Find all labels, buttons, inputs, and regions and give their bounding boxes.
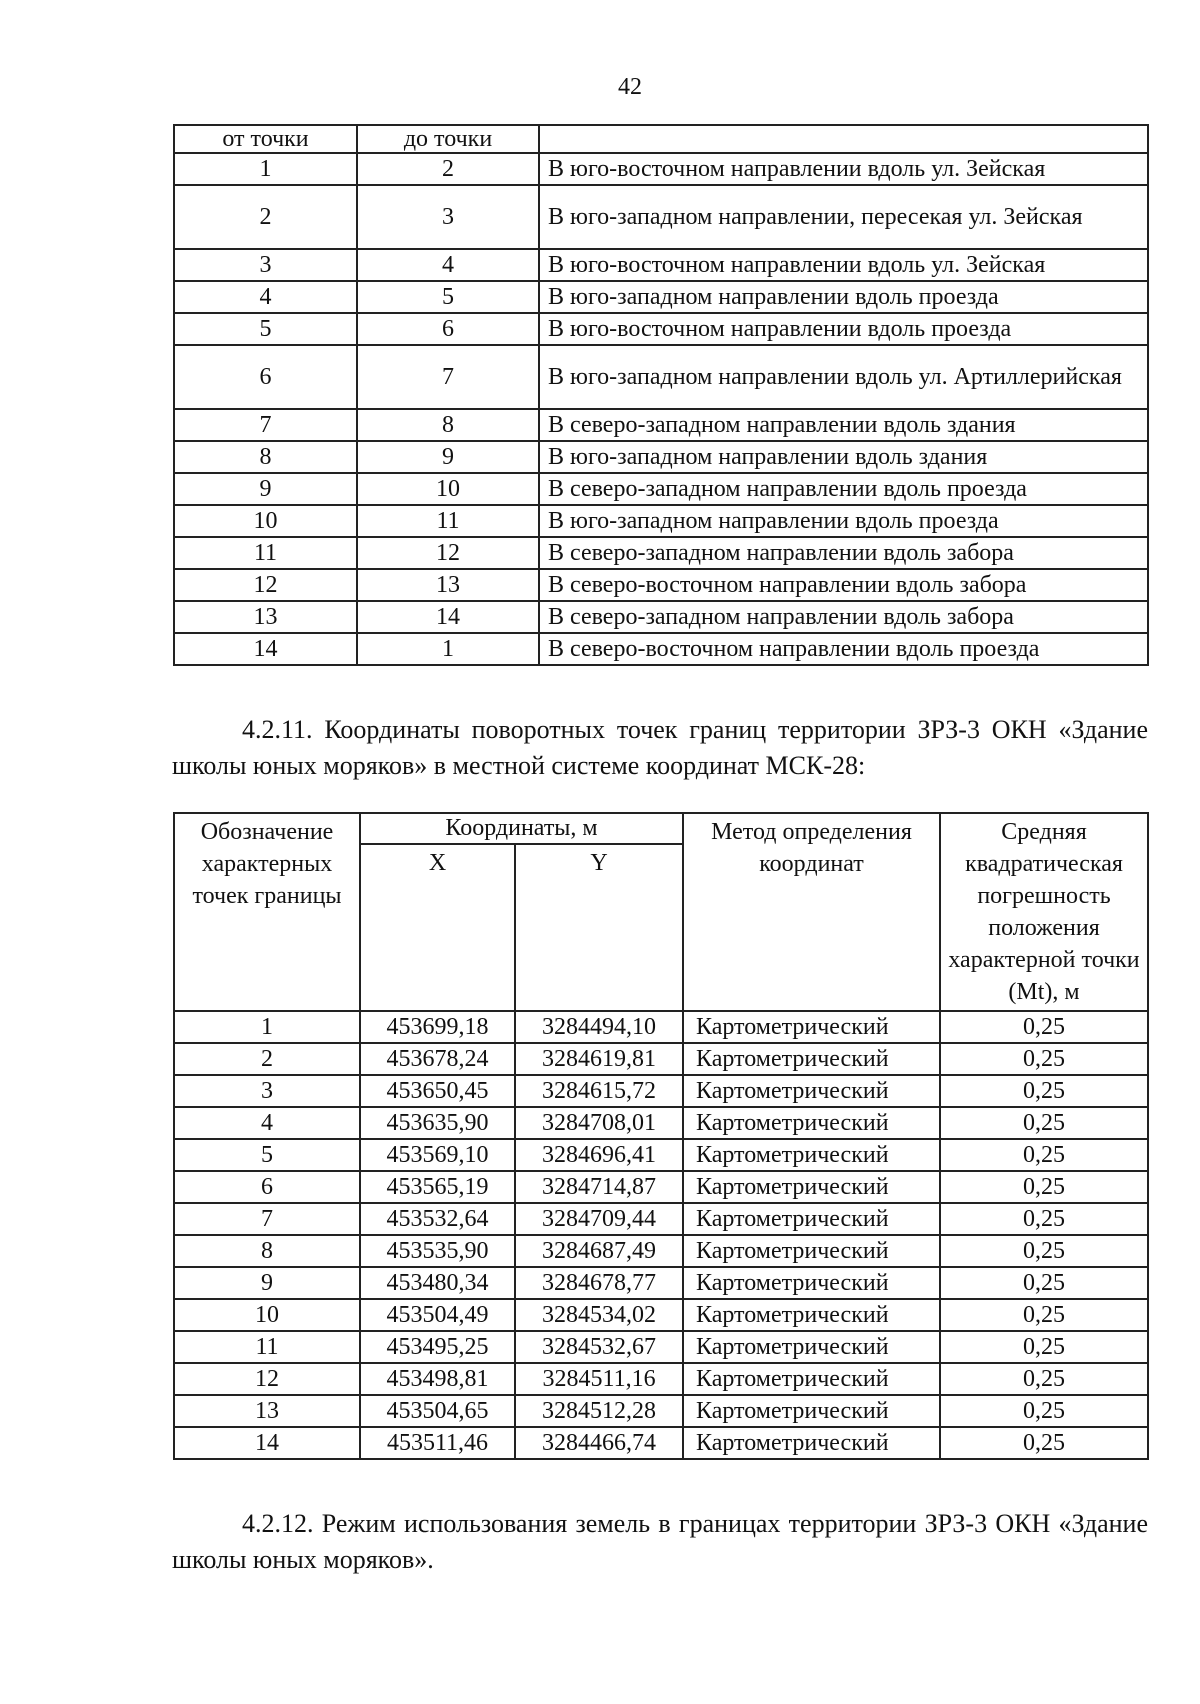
coordinate-row — [174, 1203, 1148, 1235]
coordinate-row — [174, 1363, 1148, 1395]
x-cell: 453532,64 — [360, 1203, 515, 1235]
segment-row — [174, 249, 1148, 281]
method-cell: Картометрический — [683, 1299, 940, 1331]
coordinate-row — [174, 1267, 1148, 1299]
segment-row — [174, 281, 1148, 313]
segment-from-cell: 4 — [174, 281, 357, 313]
method-cell: Картометрический — [683, 1363, 940, 1395]
segment-from-cell: 10 — [174, 505, 357, 537]
error-cell: 0,25 — [940, 1171, 1148, 1203]
coordinate-row — [174, 1235, 1148, 1267]
error-cell: 0,25 — [940, 1011, 1148, 1043]
header-coordinates: Координаты, м — [360, 813, 683, 844]
error-cell: 0,25 — [940, 1203, 1148, 1235]
coordinate-row — [174, 1139, 1148, 1171]
segment-from-cell: 1 — [174, 153, 357, 185]
y-cell: 3284534,02 — [515, 1299, 683, 1331]
segment-row — [174, 505, 1148, 537]
y-cell: 3284696,41 — [515, 1139, 683, 1171]
segment-description-cell: В юго-восточном направлении вдоль ул. Зейская — [539, 249, 1148, 281]
point-cell: 8 — [174, 1235, 360, 1267]
method-cell: Картометрический — [683, 1171, 940, 1203]
method-cell: Картометрический — [683, 1011, 940, 1043]
y-cell: 3284615,72 — [515, 1075, 683, 1107]
error-cell: 0,25 — [940, 1267, 1148, 1299]
header-from-point: от точки — [174, 125, 357, 153]
header-y: Y — [515, 844, 683, 1011]
segment-description-cell: В северо-западном направлении вдоль здания — [539, 409, 1148, 441]
segment-description-cell: В северо-восточном направлении вдоль проезда — [539, 633, 1148, 665]
x-cell: 453650,45 — [360, 1075, 515, 1107]
error-cell: 0,25 — [940, 1107, 1148, 1139]
segment-to-cell: 13 — [357, 569, 539, 601]
method-cell: Картометрический — [683, 1075, 940, 1107]
x-cell: 453495,25 — [360, 1331, 515, 1363]
segment-description-cell: В юго-западном направлении вдоль проезда — [539, 281, 1148, 313]
point-cell: 5 — [174, 1139, 360, 1171]
segment-description-cell: В северо-западном направлении вдоль проезда — [539, 473, 1148, 505]
segment-description-cell: В юго-западном направлении вдоль проезда — [539, 505, 1148, 537]
segment-to-cell: 4 — [357, 249, 539, 281]
x-cell: 453699,18 — [360, 1011, 515, 1043]
point-cell: 13 — [174, 1395, 360, 1427]
method-cell: Картометрический — [683, 1267, 940, 1299]
point-cell: 10 — [174, 1299, 360, 1331]
error-cell: 0,25 — [940, 1235, 1148, 1267]
coordinate-row — [174, 1299, 1148, 1331]
method-cell: Картометрический — [683, 1395, 940, 1427]
segment-row — [174, 153, 1148, 185]
segment-description-cell: В северо-западном направлении вдоль забора — [539, 537, 1148, 569]
point-cell: 3 — [174, 1075, 360, 1107]
segment-to-cell: 6 — [357, 313, 539, 345]
segment-from-cell: 2 — [174, 185, 357, 249]
x-cell: 453535,90 — [360, 1235, 515, 1267]
y-cell: 3284619,81 — [515, 1043, 683, 1075]
segment-to-cell: 10 — [357, 473, 539, 505]
coordinate-row — [174, 1043, 1148, 1075]
segment-description-cell: В юго-западном направлении, пересекая ул. Зейская — [539, 185, 1148, 249]
segment-description-cell: В юго-западном направлении вдоль здания — [539, 441, 1148, 473]
x-cell: 453504,65 — [360, 1395, 515, 1427]
header-to-point: до точки — [357, 125, 539, 153]
segment-description-cell: В юго-западном направлении вдоль ул. Артиллерийская — [539, 345, 1148, 409]
y-cell: 3284708,01 — [515, 1107, 683, 1139]
x-cell: 453504,49 — [360, 1299, 515, 1331]
segment-row — [174, 313, 1148, 345]
point-cell: 11 — [174, 1331, 360, 1363]
segment-to-cell: 14 — [357, 601, 539, 633]
method-cell: Картометрический — [683, 1203, 940, 1235]
point-cell: 14 — [174, 1427, 360, 1459]
error-cell: 0,25 — [940, 1299, 1148, 1331]
segment-row — [174, 441, 1148, 473]
segment-row — [174, 345, 1148, 409]
segment-from-cell: 11 — [174, 537, 357, 569]
segment-row — [174, 537, 1148, 569]
segment-from-cell: 13 — [174, 601, 357, 633]
y-cell: 3284714,87 — [515, 1171, 683, 1203]
segment-from-cell: 7 — [174, 409, 357, 441]
segment-from-cell: 12 — [174, 569, 357, 601]
coordinate-row — [174, 1107, 1148, 1139]
segment-to-cell: 9 — [357, 441, 539, 473]
segment-row — [174, 601, 1148, 633]
boundary-segments-table — [173, 124, 1149, 666]
error-cell: 0,25 — [940, 1043, 1148, 1075]
segment-to-cell: 1 — [357, 633, 539, 665]
segment-to-cell: 2 — [357, 153, 539, 185]
segment-to-cell: 8 — [357, 409, 539, 441]
segment-from-cell: 9 — [174, 473, 357, 505]
x-cell: 453565,19 — [360, 1171, 515, 1203]
method-cell: Картометрический — [683, 1107, 940, 1139]
segment-description-cell: В юго-восточном направлении вдоль ул. Зейская — [539, 153, 1148, 185]
segment-row — [174, 633, 1148, 665]
point-cell: 7 — [174, 1203, 360, 1235]
paragraph-4-2-11: 4.2.11. Координаты поворотных точек границ территории ЗРЗ-3 ОКН «Здание школы юных моряков» в местной системе координат МСК-28: — [172, 715, 1148, 780]
point-cell: 9 — [174, 1267, 360, 1299]
error-cell: 0,25 — [940, 1395, 1148, 1427]
segment-row — [174, 409, 1148, 441]
segment-from-cell: 6 — [174, 345, 357, 409]
y-cell: 3284494,10 — [515, 1011, 683, 1043]
coordinate-row — [174, 1395, 1148, 1427]
y-cell: 3284678,77 — [515, 1267, 683, 1299]
header-x: X — [360, 844, 515, 1011]
x-cell: 453569,10 — [360, 1139, 515, 1171]
segment-to-cell: 3 — [357, 185, 539, 249]
x-cell: 453635,90 — [360, 1107, 515, 1139]
segment-description-cell: В северо-западном направлении вдоль забора — [539, 601, 1148, 633]
paragraph-4-2-12: 4.2.12. Режим использования земель в границах территории ЗРЗ-3 ОКН «Здание школы юных моряков». — [172, 1509, 1148, 1574]
y-cell: 3284466,74 — [515, 1427, 683, 1459]
segment-to-cell: 11 — [357, 505, 539, 537]
x-cell: 453498,81 — [360, 1363, 515, 1395]
y-cell: 3284709,44 — [515, 1203, 683, 1235]
page-number: 42 — [618, 74, 642, 100]
coordinate-row — [174, 1331, 1148, 1363]
segment-description-cell: В юго-восточном направлении вдоль проезда — [539, 313, 1148, 345]
header-point-designation: Обозначение характерных точек границы — [174, 813, 360, 1011]
point-cell: 2 — [174, 1043, 360, 1075]
method-cell: Картометрический — [683, 1043, 940, 1075]
header-method: Метод определения координат — [683, 813, 940, 1011]
method-cell: Картометрический — [683, 1235, 940, 1267]
method-cell: Картометрический — [683, 1139, 940, 1171]
coords-header-row-1 — [174, 813, 1148, 844]
method-cell: Картометрический — [683, 1427, 940, 1459]
segment-row — [174, 569, 1148, 601]
x-cell: 453480,34 — [360, 1267, 515, 1299]
segment-from-cell: 8 — [174, 441, 357, 473]
segment-description-cell: В северо-восточном направлении вдоль забора — [539, 569, 1148, 601]
point-cell: 6 — [174, 1171, 360, 1203]
header-error: Средняя квадратическая погрешность положения характерной точки (Mt), м — [940, 813, 1148, 1011]
method-cell: Картометрический — [683, 1331, 940, 1363]
coordinate-row — [174, 1171, 1148, 1203]
error-cell: 0,25 — [940, 1363, 1148, 1395]
y-cell: 3284532,67 — [515, 1331, 683, 1363]
segment-to-cell: 7 — [357, 345, 539, 409]
y-cell: 3284687,49 — [515, 1235, 683, 1267]
segments-header-row — [174, 125, 1148, 153]
segment-row — [174, 185, 1148, 249]
error-cell: 0,25 — [940, 1075, 1148, 1107]
point-cell: 1 — [174, 1011, 360, 1043]
y-cell: 3284512,28 — [515, 1395, 683, 1427]
segment-from-cell: 5 — [174, 313, 357, 345]
coordinates-table — [173, 812, 1149, 1460]
point-cell: 4 — [174, 1107, 360, 1139]
coordinate-row — [174, 1075, 1148, 1107]
segment-to-cell: 5 — [357, 281, 539, 313]
segment-from-cell: 3 — [174, 249, 357, 281]
error-cell: 0,25 — [940, 1331, 1148, 1363]
segment-row — [174, 473, 1148, 505]
coordinate-row — [174, 1011, 1148, 1043]
segment-from-cell: 14 — [174, 633, 357, 665]
x-cell: 453678,24 — [360, 1043, 515, 1075]
error-cell: 0,25 — [940, 1139, 1148, 1171]
header-description — [539, 125, 1148, 153]
segment-to-cell: 12 — [357, 537, 539, 569]
coordinate-row — [174, 1427, 1148, 1459]
point-cell: 12 — [174, 1363, 360, 1395]
error-cell: 0,25 — [940, 1427, 1148, 1459]
y-cell: 3284511,16 — [515, 1363, 683, 1395]
x-cell: 453511,46 — [360, 1427, 515, 1459]
